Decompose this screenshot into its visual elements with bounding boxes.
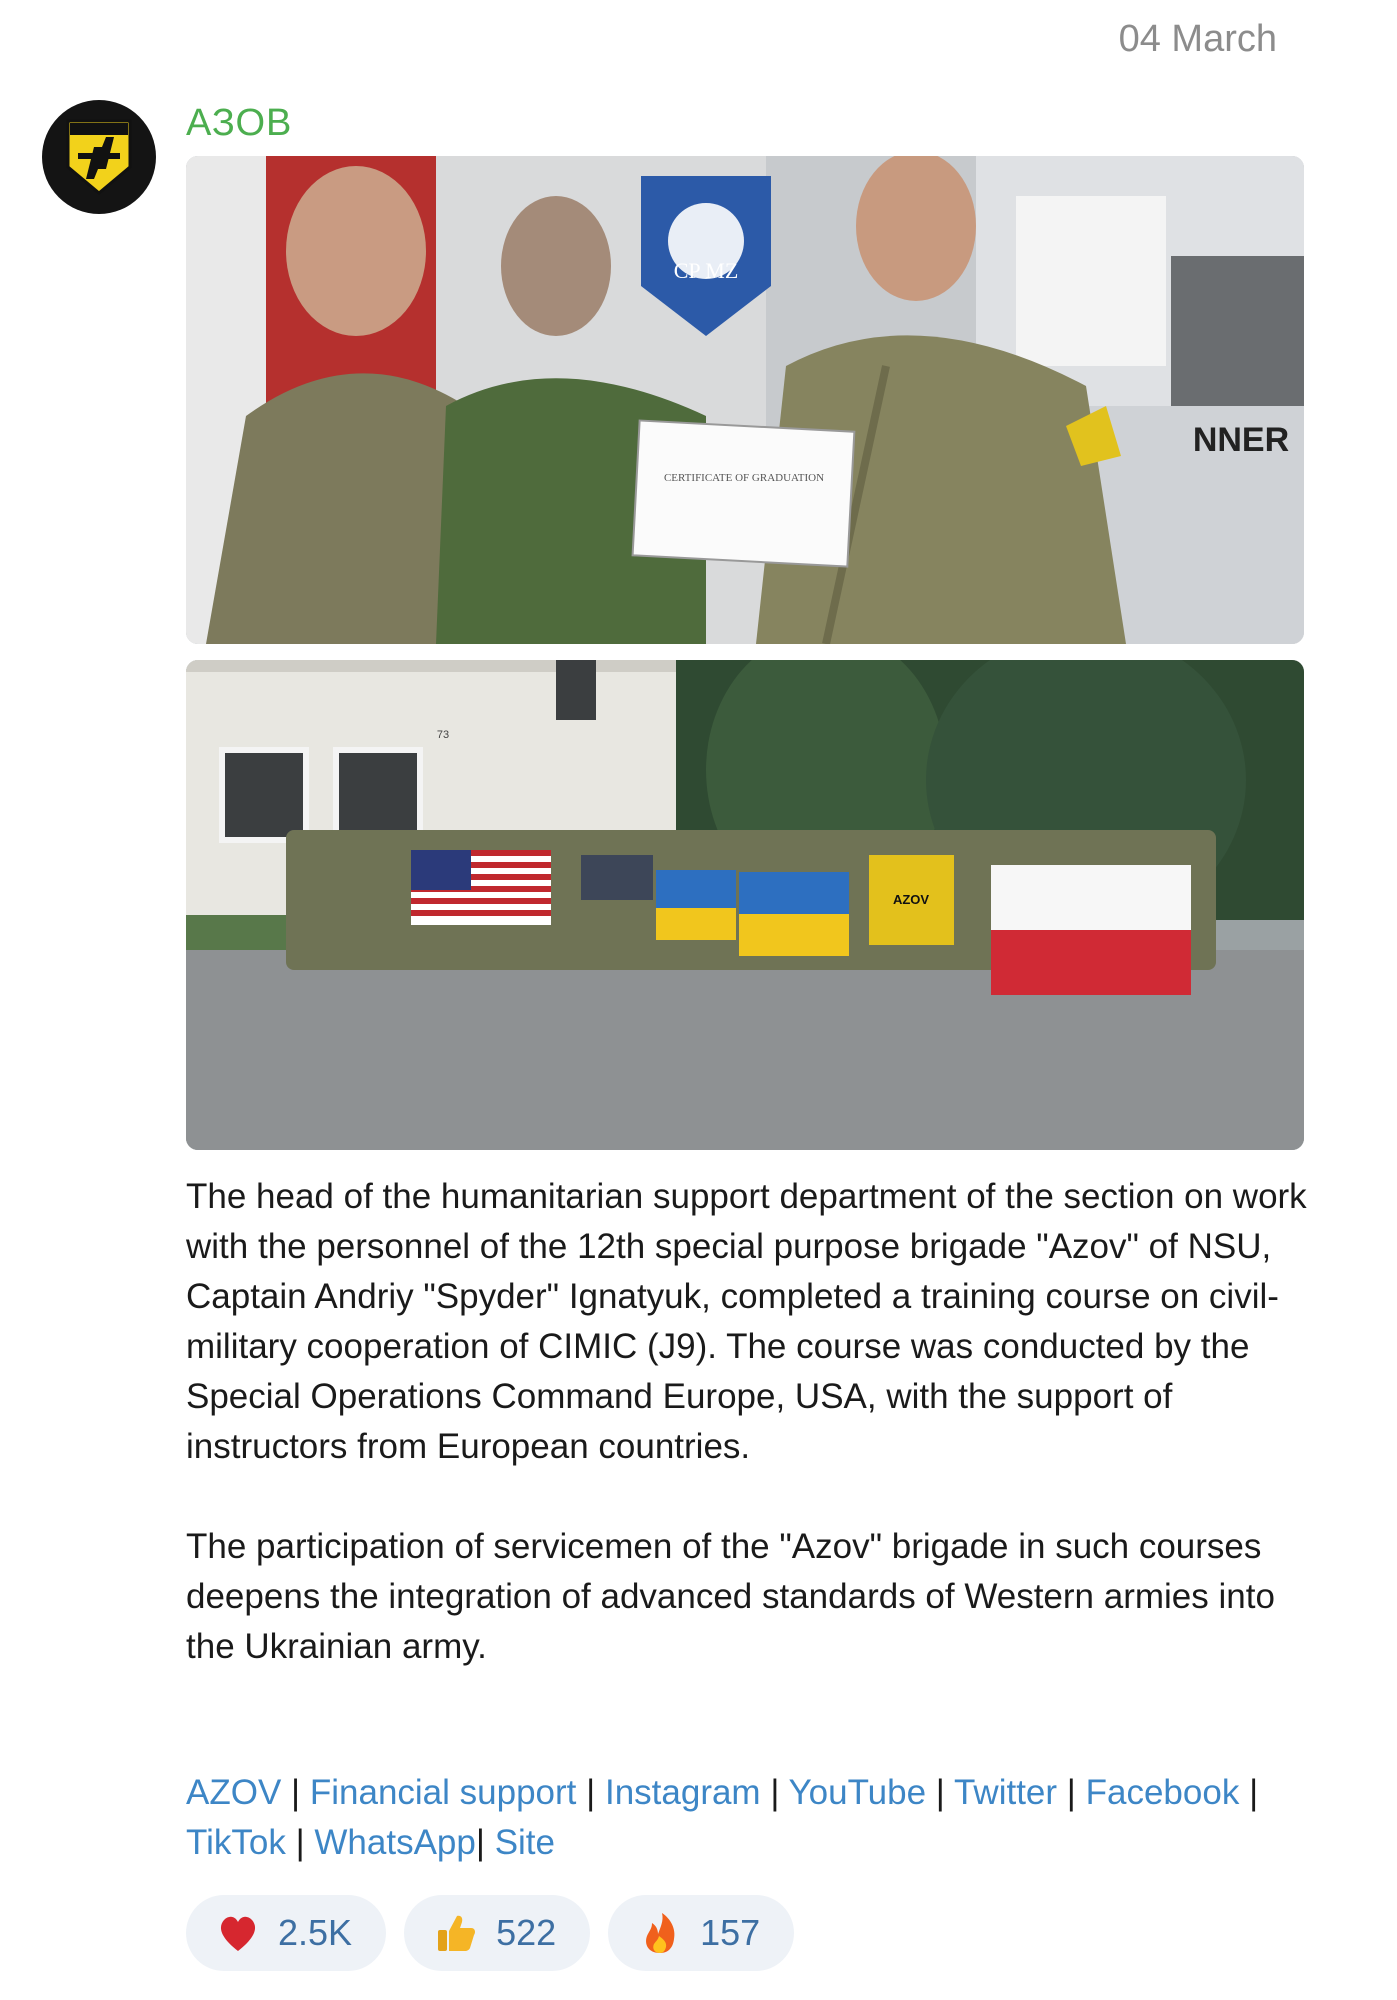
post-text — [186, 1172, 1316, 1722]
link-azov[interactable]: AZOV — [186, 1773, 282, 1812]
link-separator: | — [1066, 1773, 1076, 1812]
badge-text: CP MZ — [673, 258, 739, 283]
link-separator: | — [1249, 1773, 1259, 1812]
link-financial-support[interactable]: Financial support — [309, 1773, 577, 1812]
heart-icon — [216, 1911, 260, 1955]
link-separator: | — [586, 1773, 596, 1812]
link-tiktok[interactable]: TikTok — [186, 1823, 286, 1862]
link-facebook[interactable]: Facebook — [1085, 1773, 1240, 1812]
banner-text: NNER — [1192, 421, 1290, 459]
poland-flag — [991, 865, 1191, 995]
azov-flag — [869, 855, 954, 945]
post-paragraph-1: The head of the humanitarian support department of the section on work with the personnel of the 12th special purpose brigade "Azov" of NSU, Captain Andriy "Spyder" Ignatyuk, completed a training course on civil-military cooperation of CIMIC (J9). The course was conducted by the Special Operations Command Europe, USA, with the support of instructors from European countries. — [186, 1177, 1307, 1466]
certificate-title: CERTIFICATE OF GRADUATION — [663, 472, 825, 484]
azov-flag-text: AZOV — [892, 892, 930, 907]
reaction-heart[interactable] — [186, 1895, 386, 1971]
thumbs-up-icon — [434, 1911, 478, 1955]
links-row — [186, 1768, 1316, 1868]
building-number: 73 — [436, 729, 450, 741]
message-date: 04 March — [1118, 18, 1277, 60]
reactions-bar — [186, 1895, 794, 1971]
link-whatsapp[interactable]: WhatsApp — [314, 1823, 476, 1862]
link-site[interactable]: Site — [494, 1823, 555, 1862]
link-twitter[interactable]: Twitter — [953, 1773, 1058, 1812]
link-separator: | — [475, 1823, 485, 1862]
reaction-count: 2.5K — [278, 1912, 353, 1953]
fire-icon — [638, 1911, 682, 1955]
link-youtube[interactable]: YouTube — [788, 1773, 927, 1812]
azov-logo-icon — [64, 117, 134, 197]
link-separator: | — [291, 1773, 301, 1812]
post-paragraph-2: The participation of servicemen of the "Azov" brigade in such courses deepens the integration of advanced standards of Western armies into the Ukrainian army. — [186, 1527, 1275, 1666]
group-photo[interactable] — [186, 660, 1304, 1150]
ukraine-flag — [739, 872, 849, 956]
link-separator: | — [935, 1773, 945, 1812]
reaction-fire[interactable] — [608, 1895, 794, 1971]
channel-name[interactable]: АЗОВ — [186, 102, 293, 144]
graduation-photo[interactable] — [186, 156, 1304, 644]
link-separator: | — [770, 1773, 780, 1812]
link-instagram[interactable]: Instagram — [604, 1773, 761, 1812]
reaction-count: 157 — [700, 1912, 761, 1953]
link-separator: | — [295, 1823, 305, 1862]
channel-avatar[interactable] — [42, 100, 156, 214]
reaction-thumbs-up[interactable] — [404, 1895, 590, 1971]
reaction-count: 522 — [496, 1912, 557, 1953]
usa-flag — [411, 850, 551, 925]
